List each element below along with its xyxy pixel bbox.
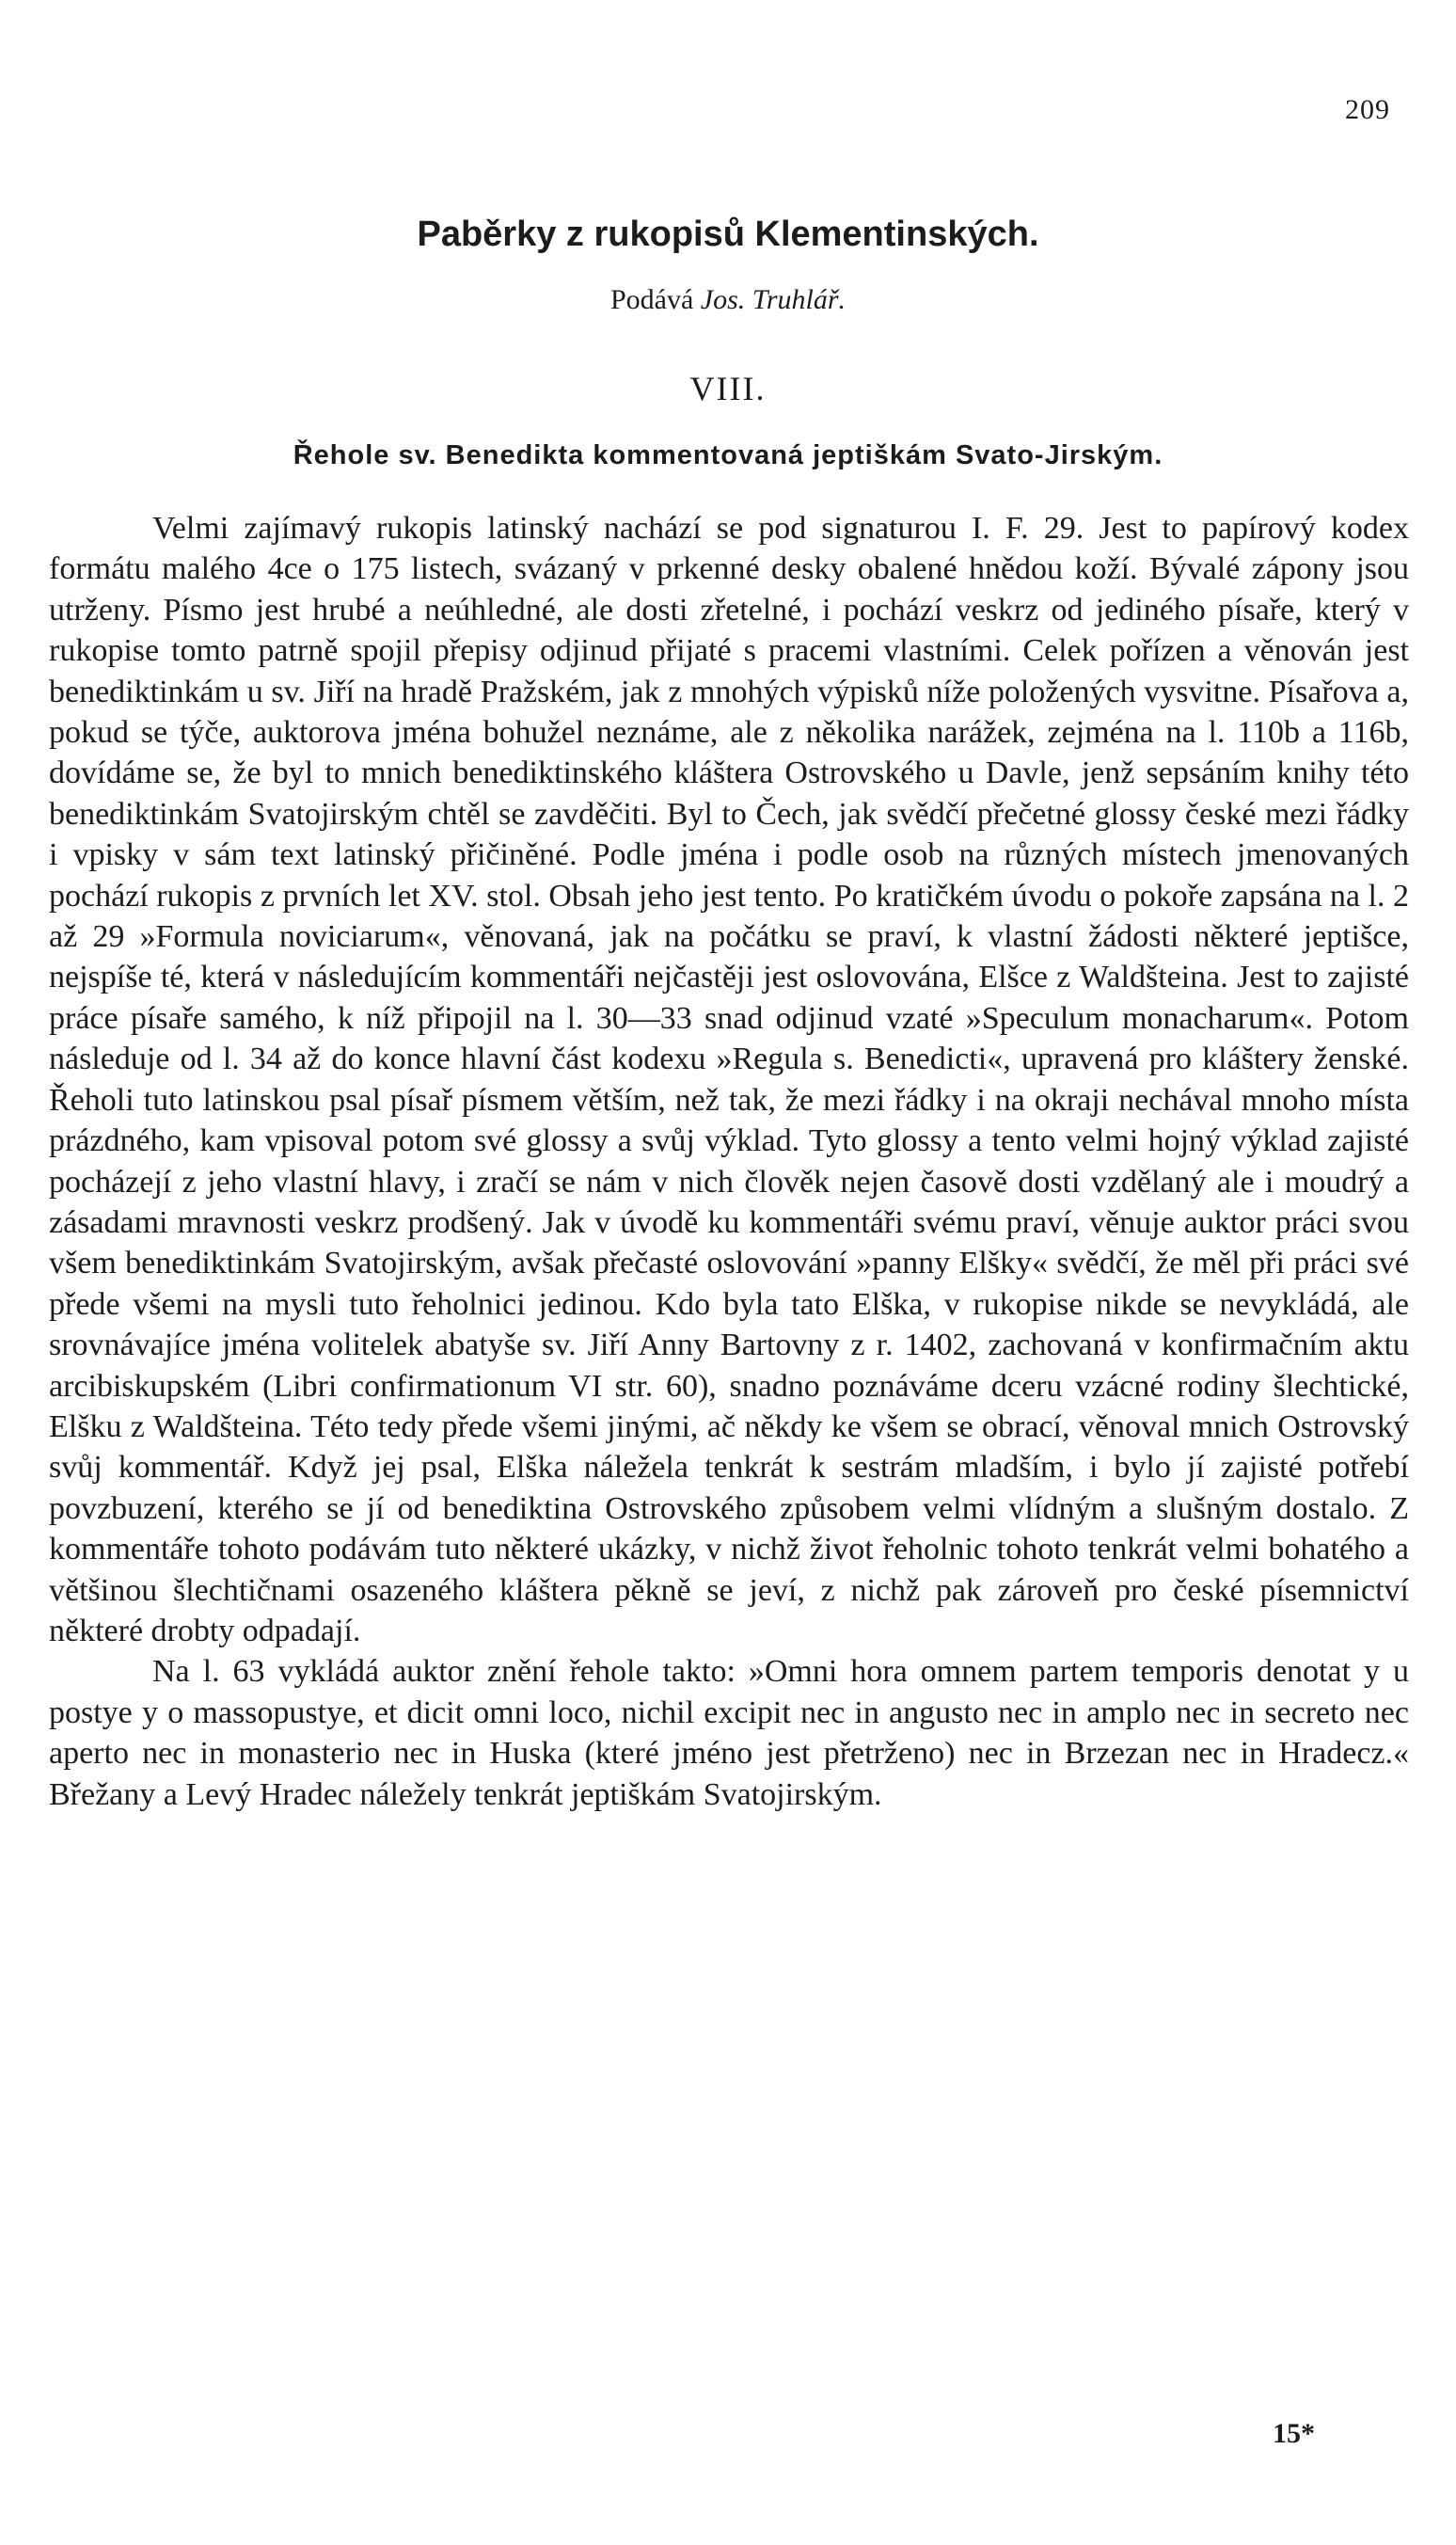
article-title: Paběrky z rukopisů Klementinských. [417,215,1039,254]
section-number: VIII. [689,370,767,407]
body-text [49,508,1409,1815]
byline-prefix: Podává [609,284,694,315]
paragraph: Na l. 63 vykládá auktor znění řehole takto: »Omni hora omnem partem temporis denotat y u postye y o massopustye, et dicit omni loco, nichil excipit nec in angusto nec in amplo nec in secreto nec aperto nec in monasterio nec in Huska (které jméno jest přetrženo) nec in Brzezan nec in Hradecz.« Břežany a Levý Hradec náležely tenkrát jeptiškám Svatojirským. [49,1654,1409,1812]
byline [0,284,1456,316]
page-number: 209 [1345,94,1390,125]
printer-signature-mark: 15* [1273,2418,1315,2449]
section-title: Řehole sv. Benedikta kommentovaná jeptiškám Svato-Jirským. [293,440,1163,470]
author-name: Jos. Truhlář. [700,284,847,315]
paragraph: Velmi zajímavý rukopis latinský nachází se pod signaturou I. F. 29. Jest to papírový kodex formátu malého 4ce o 175 listech, svázaný v prkenné desky obalené hnědou koží. Bývalé zápony jsou utrženy. Písmo jest hrubé a neúhledné, ale dosti zřetelné, i pochází veskrz od jediného písaře, který v rukopise tomto patrně spojil přepisy odjinud přijaté s pracemi vlastními. Celek pořízen a věnován jest benediktinkám u sv. Jiří na hradě Pražském, jak z mnohých výpisků níže položených vysvitne. Písařova a, pokud se týče, auktorova jména bohužel neznáme, ale z několika narážek, zejména na l. 110b a 116b, dovídáme se, že byl to mnich benediktinského kláštera Ostrovského u Davle, jenž sepsáním knihy této benediktinkám Svatojirským chtěl se zavděčiti. Byl to Čech, jak svědčí přečetné glossy české mezi řádky i vpisky v sám text latinský přičiněné. Podle jména i podle osob na různých místech jmenovaných pochází rukopis z prvních let XV. stol. Obsah jeho jest tento. Po kratičkém úvodu o pokoře zapsána na l. 2 až 29 »Formula noviciarum«, věnovaná, jak na počátku se praví, k vlastní žádosti některé jeptišce, nejspíše té, která v následujícím kommentáři nejčastěji jest oslovována, Elšce z Waldšteina. Jest to zajisté práce písaře samého, k níž připojil na l. 30—33 snad odjinud vzaté »Speculum monacharum«. Potom následuje od l. 34 až do konce hlavní část kodexu »Regula s. Benedicti«, upravená pro kláštery ženské. Řeholi tuto latinskou psal písař písmem větším, než tak, že mezi řádky i na okraji nechával mnoho místa prázdného, kam vpisoval potom své glossy a svůj výklad. Tyto glossy a tento velmi hojný výklad zajisté pocházejí z jeho vlastní hlavy, i zračí se nám v nich člověk nejen časově dosti vzdělaný ale i moudrý a zásadami mravnosti veskrz prodšený. Jak v úvodě ku kommentáři svému praví, věnuje auktor práci svou všem benediktinkám Svatojirským, avšak přečasté oslovování »panny Elšky« svědčí, že měl při práci své přede všemi na mysli tuto řeholnici jedinou. Kdo byla tato Elška, v rukopise nikde se nevykládá, ale srovnávajíce jména volitelek abatyše sv. Jiří Anny Bartovny z r. 1402, zachovaná v konfirmačním aktu arcibiskupském (Libri confirmationum VI str. 60), snadno poznáváme dceru vzácné rodiny šlechtické, Elšku z Waldšteina. Této tedy přede všemi jinými, ač někdy ke všem se obrací, věnoval mnich Ostrovský svůj kommentář. Když jej psal, Elška náležela tenkrát k sestrám mladším, i bylo jí zajisté potřebí povzbuzení, kterého se jí od benediktina Ostrovského způsobem velmi vlídným a slušným dostalo. Z kommentáře tohoto podávám tuto některé ukázky, v nichž život řeholnic tohoto tenkrát velmi bohatého a většinou šlechtičnami osazeného kláštera pěkně se jeví, z nichž pak zároveň pro české písemnictví některé drobty odpadají. [49,511,1409,1648]
